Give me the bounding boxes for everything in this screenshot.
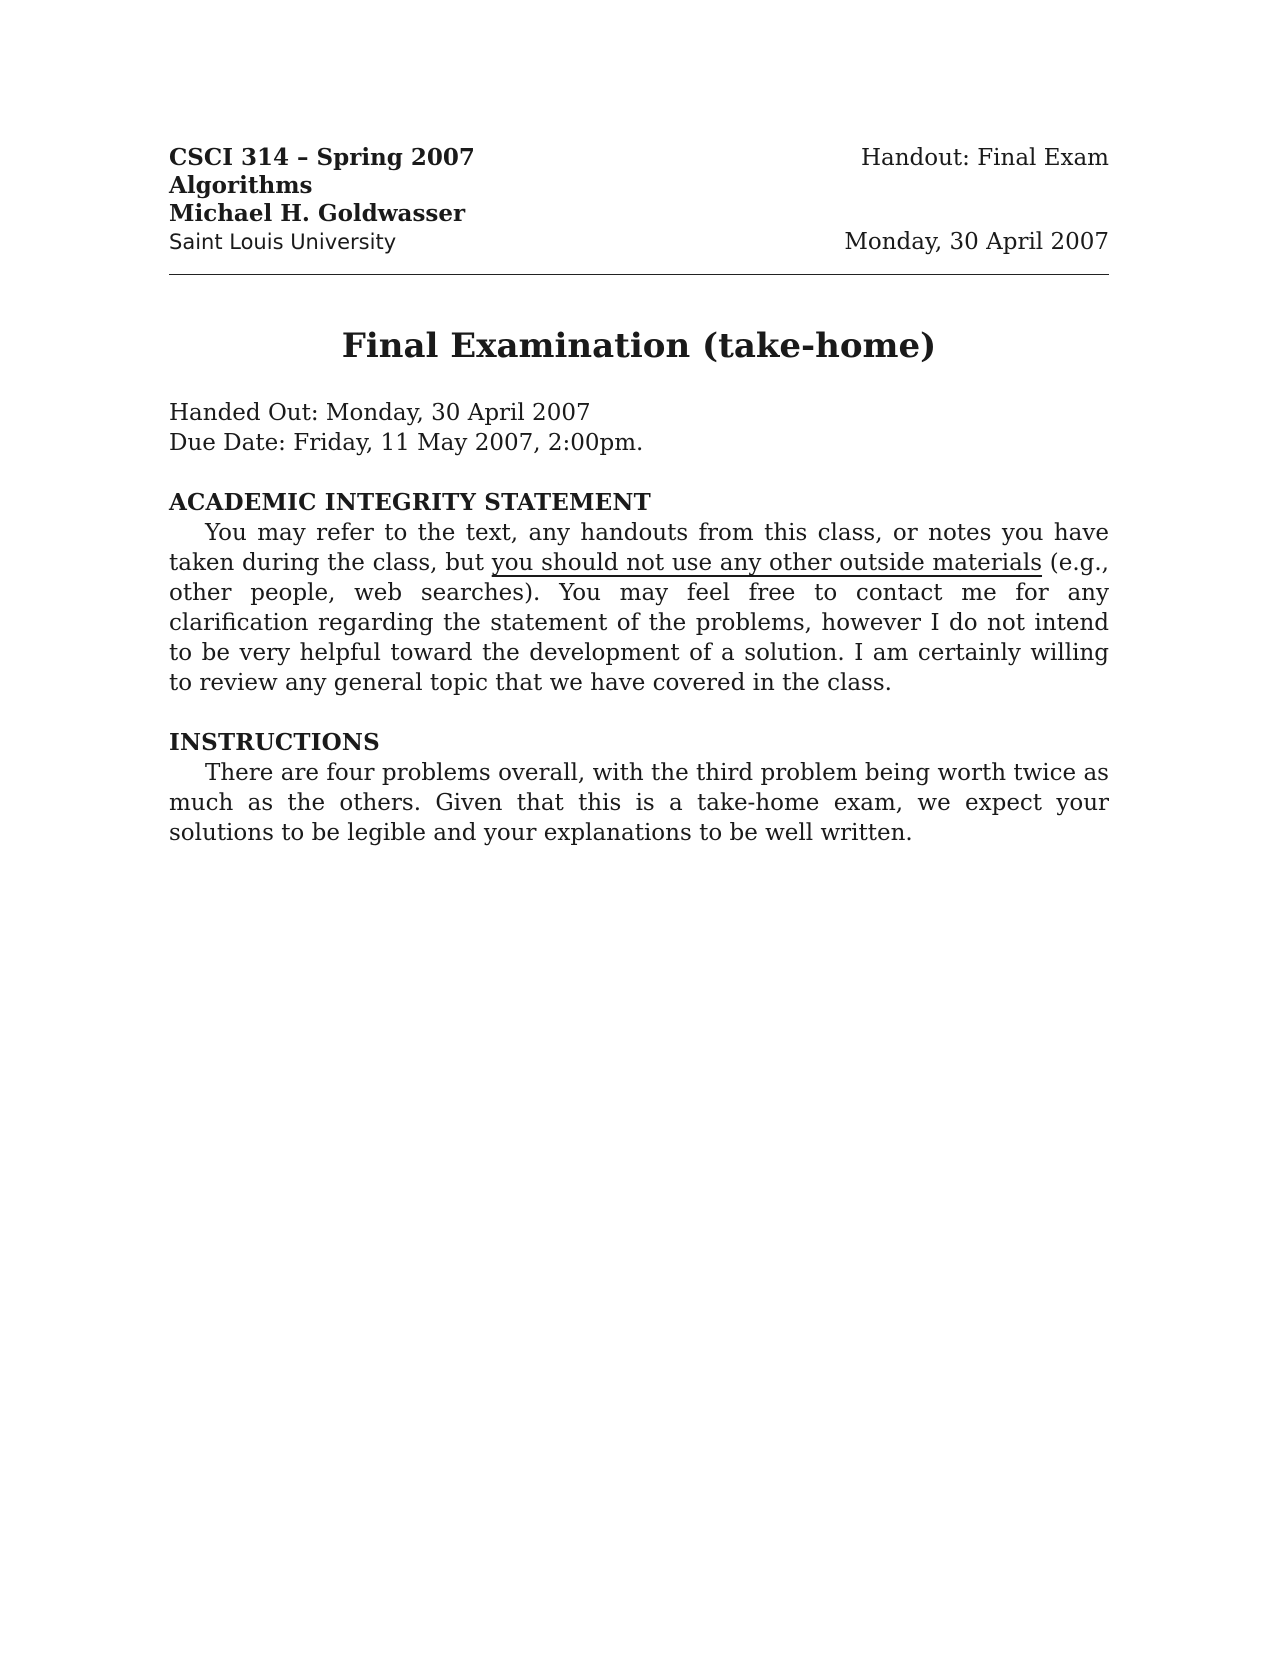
instructions-paragraph: There are four problems overall, with the third problem being worth twice as much as the others. Given that this is a take-home exam, we expect your solutions to be legible and your explanations to be well written. — [169, 760, 1109, 846]
integrity-text-before: You may refer to the text, any handouts from this class, or notes you have taken during the class, but — [169, 520, 1109, 576]
page-title: Final Examination (take-home) — [341, 326, 937, 366]
university-name: Saint Louis University — [169, 230, 397, 254]
due-date: Due Date: Friday, 11 May 2007, 2:00pm. — [169, 430, 644, 456]
page-header — [169, 144, 1109, 275]
integrity-paragraph — [169, 518, 1109, 698]
handed-out-date: Handed Out: Monday, 30 April 2007 — [169, 400, 591, 426]
instructions-heading: INSTRUCTIONS — [169, 729, 380, 756]
course-title: Algorithms — [169, 172, 313, 199]
instructor-name: Michael H. Goldwasser — [169, 200, 466, 227]
header-date: Monday, 30 April 2007 — [844, 229, 1109, 255]
handout-label: Handout: Final Exam — [860, 145, 1109, 171]
course-code: CSCI 314 – Spring 2007 — [169, 144, 475, 171]
exam-dates — [169, 398, 1109, 458]
integrity-heading: ACADEMIC INTEGRITY STATEMENT — [169, 489, 651, 516]
document-page — [169, 144, 1109, 848]
integrity-text-after: (e.g., other people, web searches). You may feel free to contact me for any clarification regarding the statement of the problems, however I do not intend to be very helpful toward the development of a solution. I am certainly willing to review any general topic that we have covered in the class. — [169, 550, 1109, 696]
integrity-text-underlined: you should not use any other outside materials — [491, 550, 1043, 576]
